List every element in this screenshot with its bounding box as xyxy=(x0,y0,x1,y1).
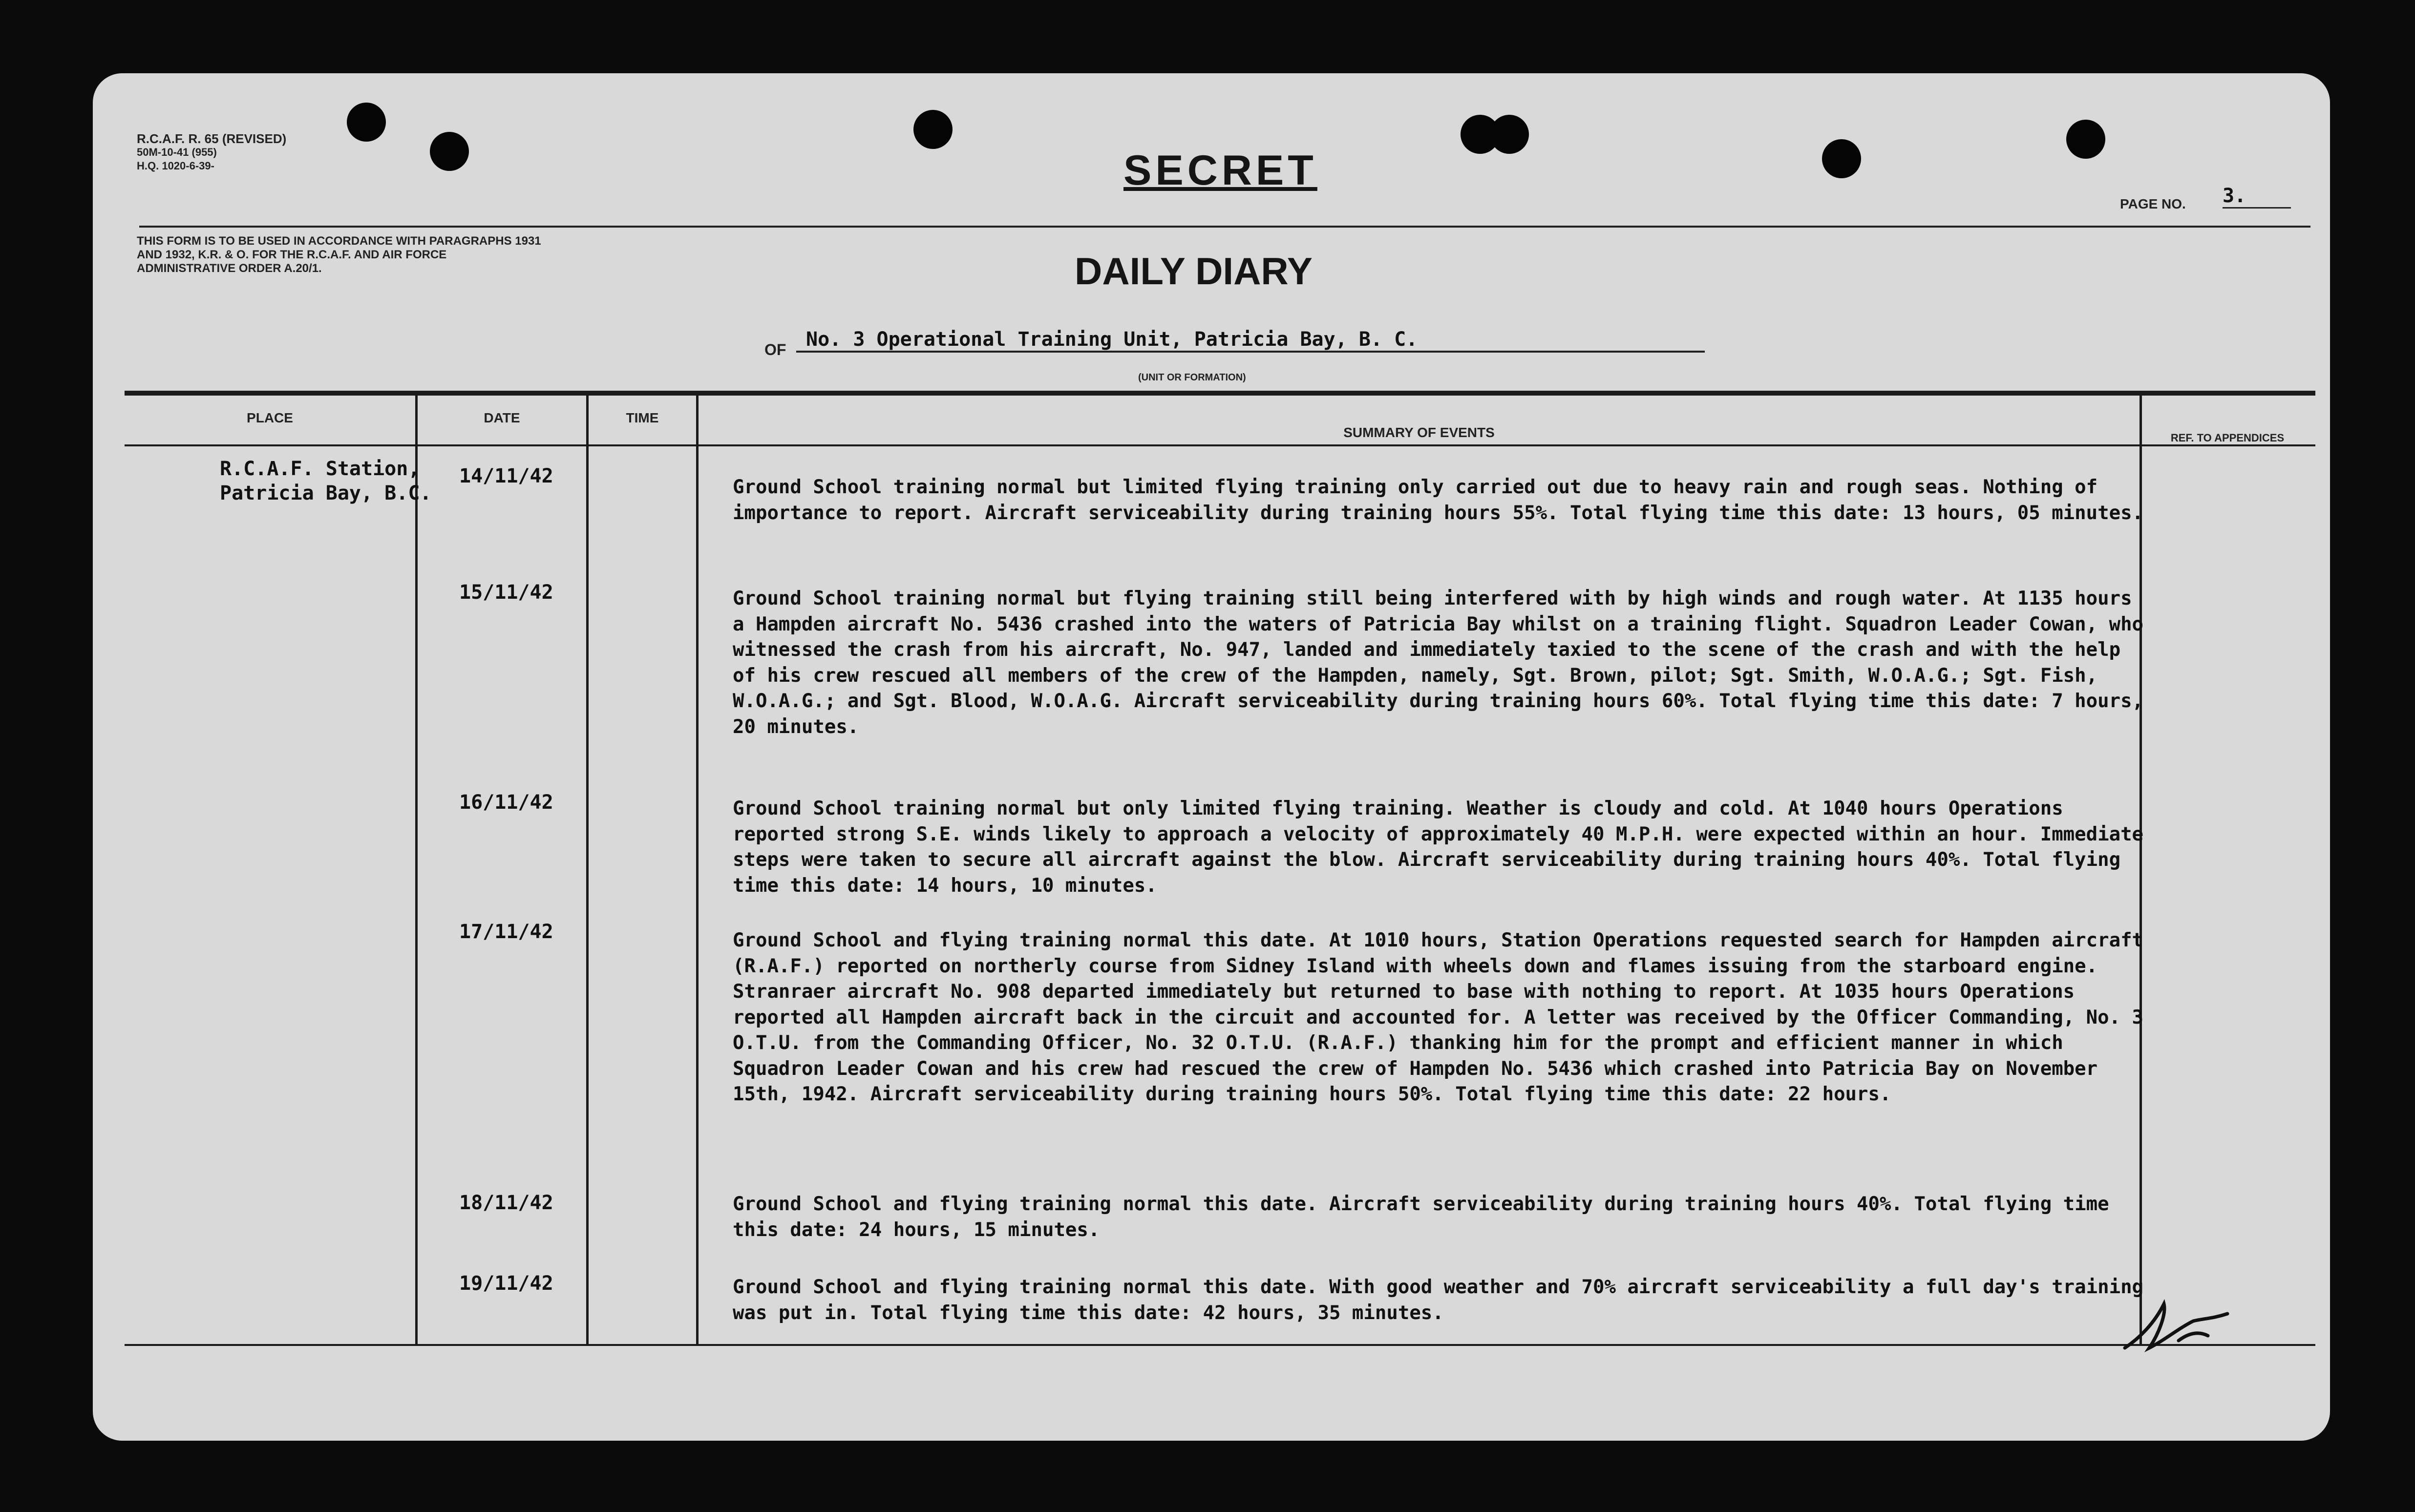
column-header-time: TIME xyxy=(626,410,659,425)
page-number-value: 3. xyxy=(2223,185,2291,209)
entry-summary: Ground School and flying training normal this date. Aircraft serviceability during training hours 40%. Total flying time this date: 24 hours, 15 minutes. xyxy=(733,1193,2109,1241)
entry-summary: Ground School training normal but flying training still being interfered with by high winds and rough water. At 1135 hours a Hampden aircraft No. 5436 crashed into the waters of Patricia Bay whilst on a training flight. Squadron Leader Cowan, who witnessed the crash from his aircraft, No. 947, landed and immediately taxied to the scene of the crash and with the help of his crew rescued all members of the crew of the Hampden, namely, Sgt. Brown, pilot; Sgt. Smith, W.O.A.G.; Sgt. Fish, W.O.A.G.; and Sgt. Blood, W.O.A.G. Aircraft serviceability during training hours 60%. Total flying time this date: 7 hours, 20 minutes. xyxy=(733,588,2144,738)
table-top-rule xyxy=(125,391,2315,396)
punch-hole xyxy=(430,132,469,171)
handwritten-initials xyxy=(2120,1294,2232,1358)
page-title: DAILY DIARY xyxy=(1075,250,1313,293)
column-divider xyxy=(415,396,418,1344)
entry-date: 19/11/42 xyxy=(459,1272,553,1295)
entry-summary: Ground School training normal but limited flying training only carried out due to heavy rain and rough seas. Nothing of importance to report. Aircraft serviceability during training hours 55%. Total flying time this date: 13 hours, 05 minutes. xyxy=(733,476,2144,524)
entry-summary: Ground School training normal but only limited flying training. Weather is cloudy and cold. At 1040 hours Operations reported strong S.E. winds likely to approach a velocity of approximately 40 M.P.H. were expected within an hour. Immediate steps were taken to secure all aircraft against the blow. Aircraft serviceability during training hours 40%. Total flying time this date: 14 hours, 10 minutes. xyxy=(733,798,2144,897)
entry-summary: Ground School and flying training normal this date. With good weather and 70% aircraft serviceability a full day's training was put in. Total flying time this date: 42 hours, 35 minutes. xyxy=(733,1276,2144,1324)
form-number-block xyxy=(137,132,286,173)
entry-summary: Ground School and flying training normal this date. At 1010 hours, Station Operations requested search for Hampden aircraft (R.A.F.) reported on northerly course from Sidney Island with wheels down and flames issuing from the starboard engine. Stranraer aircraft No. 908 departed immediately but returned to base with nothing to report. At 1035 hours Operations reported all Hampden aircraft back in the circuit and accounted for. A letter was received by the Officer Commanding, No. 3 O.T.U. from the Commanding Officer, No. 32 O.T.U. (R.A.F.) thanking him for the prompt and efficient manner in which Squadron Leader Cowan and his crew had rescued the crew of Hampden No. 5436 which crashed into Patricia Bay on November 15th, 1942. Aircraft serviceability during training hours 50%. Total flying time this date: 22 hours. xyxy=(733,929,2144,1105)
of-label: OF xyxy=(764,341,786,358)
classification-heading: SECRET xyxy=(1123,147,1317,194)
unit-caption: (UNIT OR FORMATION) xyxy=(1138,372,1246,383)
place-cell: R.C.A.F. Station, Patricia Bay, B.C. xyxy=(220,458,432,504)
column-header-date: DATE xyxy=(484,410,520,425)
entry-date: 17/11/42 xyxy=(459,921,553,943)
punch-hole xyxy=(1822,139,1861,178)
column-divider xyxy=(696,396,699,1344)
unit-name-field: No. 3 Operational Training Unit, Patricia Bay, B. C. xyxy=(796,328,1705,353)
page-number-label: PAGE NO. xyxy=(2120,196,2186,211)
punch-hole xyxy=(913,110,953,149)
entry-date: 14/11/42 xyxy=(459,465,553,487)
punch-hole xyxy=(1490,115,1529,154)
diary-sheet xyxy=(93,73,2330,1441)
table-header-rule xyxy=(125,444,2315,446)
punch-hole xyxy=(2066,120,2105,159)
column-header-ref: REF. TO APPENDICES xyxy=(2170,432,2285,444)
entry-date: 16/11/42 xyxy=(459,791,553,814)
form-number-line: R.C.A.F. R. 65 (REVISED) xyxy=(137,131,287,146)
form-number-line: 50M-10-41 (955) xyxy=(137,146,217,158)
entry-date: 15/11/42 xyxy=(459,581,553,604)
form-number-line: H.Q. 1020-6-39- xyxy=(137,160,214,172)
punch-hole xyxy=(347,103,386,142)
header-rule xyxy=(139,226,2310,228)
entry-date: 18/11/42 xyxy=(459,1192,553,1214)
column-header-summary: SUMMARY OF EVENTS xyxy=(1343,425,1495,440)
form-instructions: THIS FORM IS TO BE USED IN ACCORDANCE WITH PARAGRAPHS 1931 AND 1932, K.R. & O. FOR THE R.C.A.F. AND AIR FORCE ADMINISTRATIVE ORDER A.20/1. xyxy=(137,234,541,275)
column-header-place: PLACE xyxy=(247,410,293,425)
table-bottom-rule xyxy=(125,1344,2315,1346)
